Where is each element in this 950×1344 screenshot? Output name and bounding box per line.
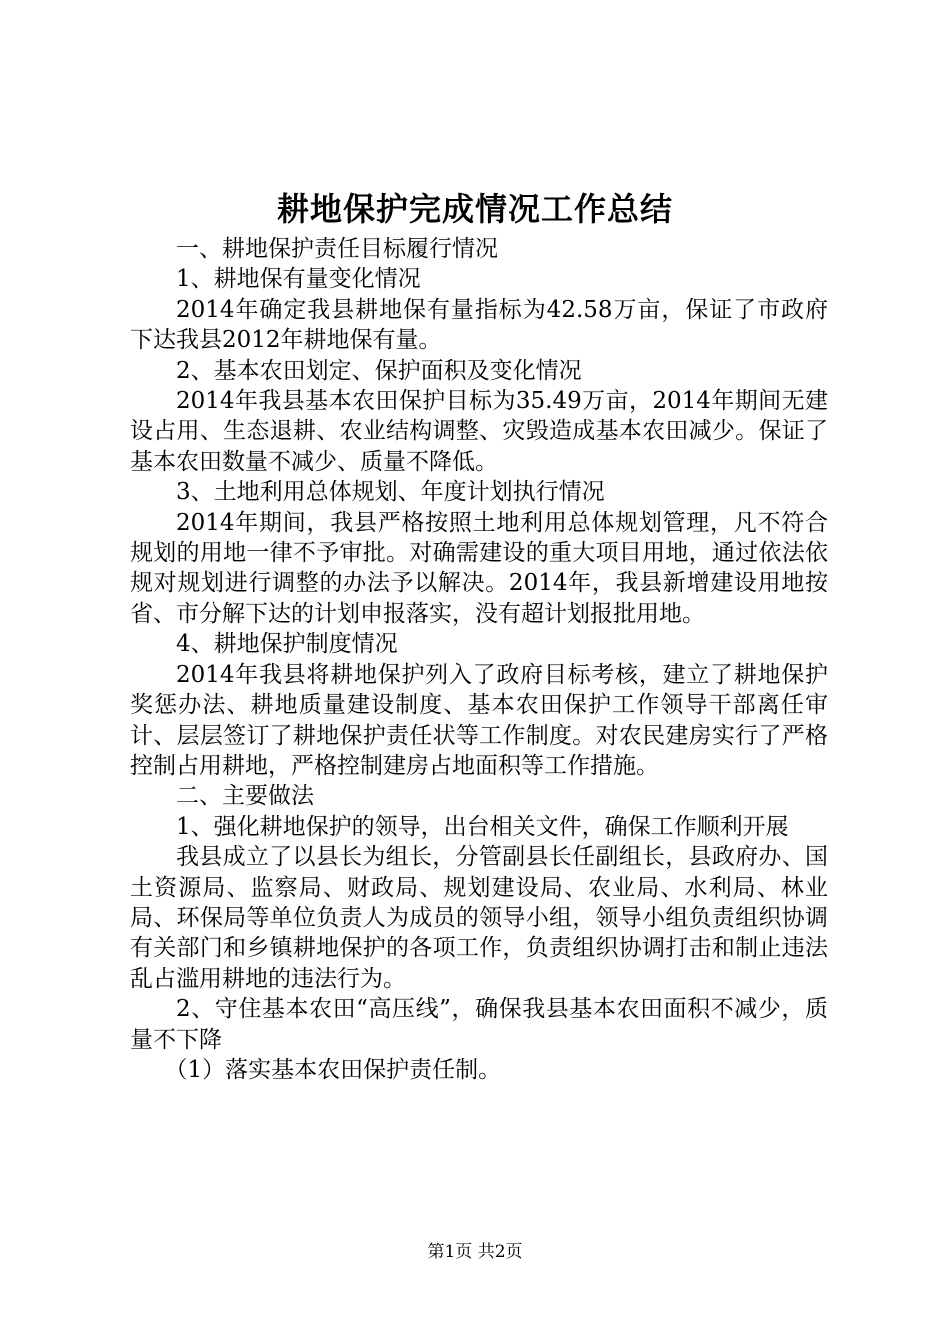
subsection-heading: 2、守住基本农田“高压线”，确保我县基本农田面积不减少，质量不下降 [130,996,828,1053]
list-item: （1）落实基本农田保护责任制。 [164,1056,502,1083]
body-paragraph: 2014年确定我县耕地保有量指标为42.58万亩，保证了市政府下达我县2012年耕地保有量。 [130,296,828,354]
section-heading-1: 一、耕地保护责任目标履行情况 [176,236,498,262]
body-paragraph: 2014年我县基本农田保护目标为35.49万亩，2014年期间无建设占用、生态退耕、农业结构调整、灾毁造成基本农田减少。保证了基本农田数量不减少、质量不降低。 [130,388,828,475]
body-paragraph: 2014年期间，我县严格按照土地利用总体规划管理，凡不符合规划的用地一律不予审批。对确需建设的重大项目用地，通过依法依规对规划进行调整的办法予以解决。2014年，我县新增建设用地按省、市分解下达的计划申报落实，没有超计划报批用地。 [130,509,828,627]
subsection-heading: 1、耕地保有量变化情况 [176,266,421,293]
section-heading-2: 二、主要做法 [176,783,314,810]
subsection-heading: 1、强化耕地保护的领导，出台相关文件，确保工作顺利开展 [176,813,789,840]
subsection-heading: 4、耕地保护制度情况 [176,631,398,658]
document-title: 耕地保护完成情况工作总结 [276,190,673,228]
subsection-heading: 3、土地利用总体规划、年度计划执行情况 [176,479,605,506]
body-paragraph: 2014年我县将耕地保护列入了政府目标考核，建立了耕地保护奖惩办法、耕地质量建设制度、基本农田保护工作领导干部离任审计、层层签订了耕地保护责任状等工作制度。对农民建房实行了严格控制占用耕地，严格控制建房占地面积等工作措施。 [130,661,828,779]
page-footer: 第1页 共2页 [427,1242,523,1262]
body-paragraph: 我县成立了以县长为组长，分管副县长任副组长，县政府办、国土资源局、监察局、财政局、规划建设局、农业局、水利局、林业局、环保局等单位负责人为成员的领导小组，领导小组负责组织协调有关部门和乡镇耕地保护的各项工作，负责组织协调打击和制止违法乱占滥用耕地的违法行为。 [130,844,828,992]
subsection-heading: 2、基本农田划定、保护面积及变化情况 [176,357,582,384]
document-body [130,234,828,1085]
